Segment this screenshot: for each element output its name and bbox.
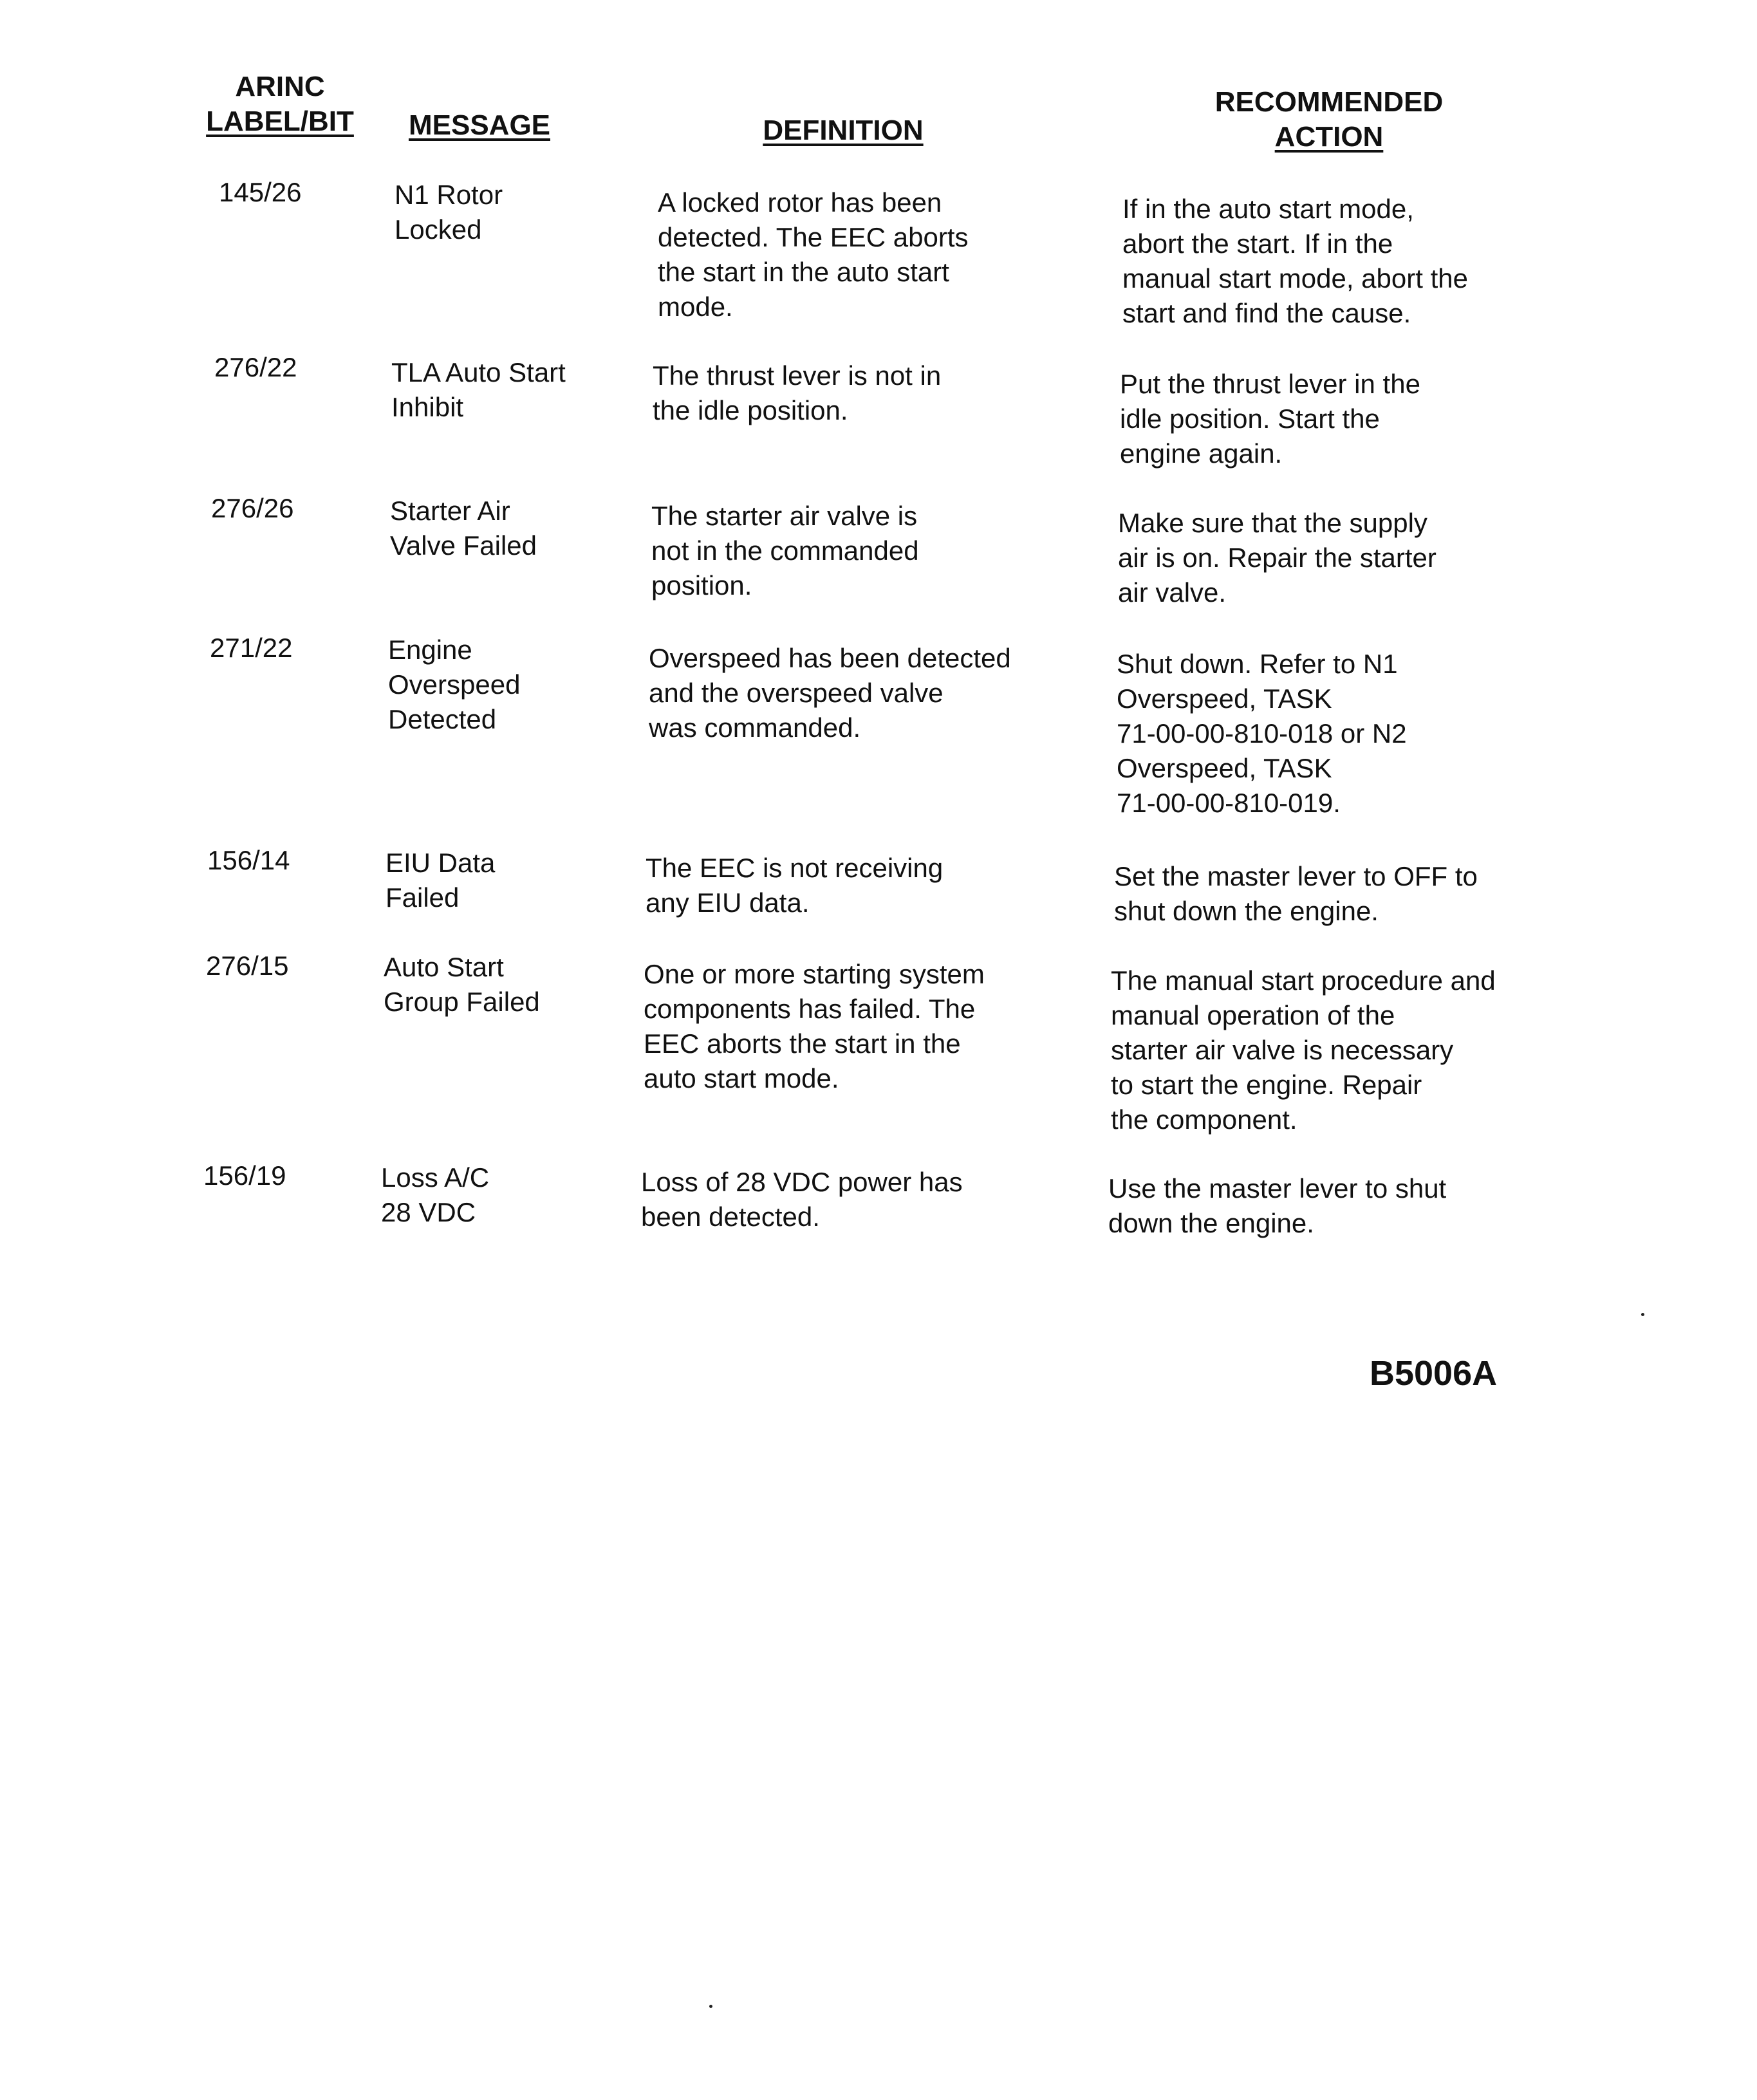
row-2-action [1120,367,1420,471]
action-line: Use the master lever to shut [1108,1173,1447,1203]
action-line: The manual start procedure and [1111,965,1496,996]
definition-line: Loss of 28 VDC power has [641,1167,963,1197]
action-line: starter air valve is necessary [1111,1035,1454,1065]
row-2-code: 276/22 [214,352,297,382]
definition-line: A locked rotor has been [658,187,942,218]
action-line: Shut down. Refer to N1 [1117,649,1398,679]
row-7-message [381,1160,489,1230]
message-line: 28 VDC [381,1197,476,1227]
header-recommended: RECOMMENDED [1214,86,1444,118]
row-3-message [390,494,537,563]
action-line: abort the start. If in the [1122,228,1393,259]
row-3-action [1118,506,1436,610]
header-definition [747,113,940,148]
row-6-code: 276/15 [206,951,289,981]
message-line: Group Failed [384,987,540,1017]
definition-line: The thrust lever is not in [653,360,942,391]
definition-line: was commanded. [649,712,861,743]
definition-line: mode. [658,292,733,322]
message-line: Loss A/C [381,1162,490,1193]
row-5-message [386,846,495,915]
row-1-action [1122,192,1468,331]
message-line: N1 Rotor [395,180,503,210]
definition-line: Overspeed has been detected [649,643,1011,673]
header-definition-text: DEFINITION [763,115,924,146]
message-line: Detected [388,704,497,734]
header-recommended-action [1178,85,1480,154]
row-1-definition [658,185,969,324]
definition-line: any EIU data. [646,887,810,918]
definition-line: One or more starting system [644,959,985,989]
message-line: Failed [386,882,460,913]
definition-line: The EEC is not receiving [646,853,944,883]
message-line: Overspeed [388,669,521,700]
action-line: manual start mode, abort the [1122,263,1468,293]
header-arinc-label-bit [196,70,364,139]
action-line: If in the auto start mode, [1122,194,1414,224]
definition-line: The starter air valve is [651,501,918,531]
row-6-message [384,950,540,1019]
action-line: Put the thrust lever in the [1120,369,1420,399]
header-action: ACTION [1274,121,1384,153]
message-line: Valve Failed [390,530,537,561]
definition-line: components has failed. The [644,994,976,1024]
row-5-definition [646,851,943,920]
row-3-definition [651,499,919,603]
definition-line: EEC aborts the start in the [644,1028,961,1059]
action-line: to start the engine. Repair [1111,1070,1422,1100]
definition-line: detected. The EEC aborts [658,222,969,252]
action-line: start and find the cause. [1122,298,1411,328]
row-1-code: 145/26 [219,177,302,207]
row-6-action [1111,963,1496,1137]
definition-line: not in the commanded [651,535,919,566]
row-7-code: 156/19 [203,1160,286,1191]
scan-speck [709,2005,712,2008]
header-message [399,108,560,143]
definition-line: the idle position. [653,395,848,425]
message-line: Auto Start [384,952,504,982]
action-line: Make sure that the supply [1118,508,1427,538]
message-line: Engine [388,635,472,665]
action-line: Overspeed, TASK [1117,753,1332,783]
definition-line: the start in the auto start [658,257,949,287]
row-7-definition [641,1165,963,1234]
action-line: Set the master lever to OFF to [1114,861,1478,891]
definition-line: and the overspeed valve [649,678,944,708]
row-1-message [395,178,503,247]
action-line: engine again. [1120,438,1283,469]
action-line: idle position. Start the [1120,404,1380,434]
action-line: down the engine. [1108,1208,1314,1238]
definition-line: position. [651,570,752,600]
action-line: the component. [1111,1104,1297,1135]
message-line: Starter Air [390,496,510,526]
header-message-text: MESSAGE [408,109,551,141]
action-line: shut down the engine. [1114,896,1379,926]
figure-reference: B5006A [1370,1354,1498,1393]
row-4-code: 271/22 [210,633,293,663]
row-7-action [1108,1171,1446,1241]
action-line: air is on. Repair the starter [1118,543,1436,573]
action-line: manual operation of the [1111,1000,1395,1030]
scan-speck [1641,1313,1644,1316]
row-4-definition [649,641,1011,745]
action-line: 71-00-00-810-018 or N2 [1117,718,1407,748]
message-line: TLA Auto Start [391,357,566,387]
row-6-definition [644,957,985,1096]
definition-line: auto start mode. [644,1063,839,1093]
row-4-message [388,633,520,737]
row-2-definition [653,358,941,428]
row-2-message [391,355,566,425]
action-line: 71-00-00-810-019. [1117,788,1341,818]
action-line: air valve. [1118,577,1227,608]
header-arinc: ARINC [235,71,325,102]
message-line: Inhibit [391,392,464,422]
row-5-code: 156/14 [207,845,290,875]
row-5-action [1114,859,1478,929]
header-label-bit: LABEL/BIT [206,106,354,137]
definition-line: been detected. [641,1202,820,1232]
action-line: Overspeed, TASK [1117,683,1332,714]
row-4-action [1117,647,1407,821]
row-3-code: 276/26 [211,493,294,523]
message-line: Locked [395,214,482,245]
message-line: EIU Data [386,848,496,878]
